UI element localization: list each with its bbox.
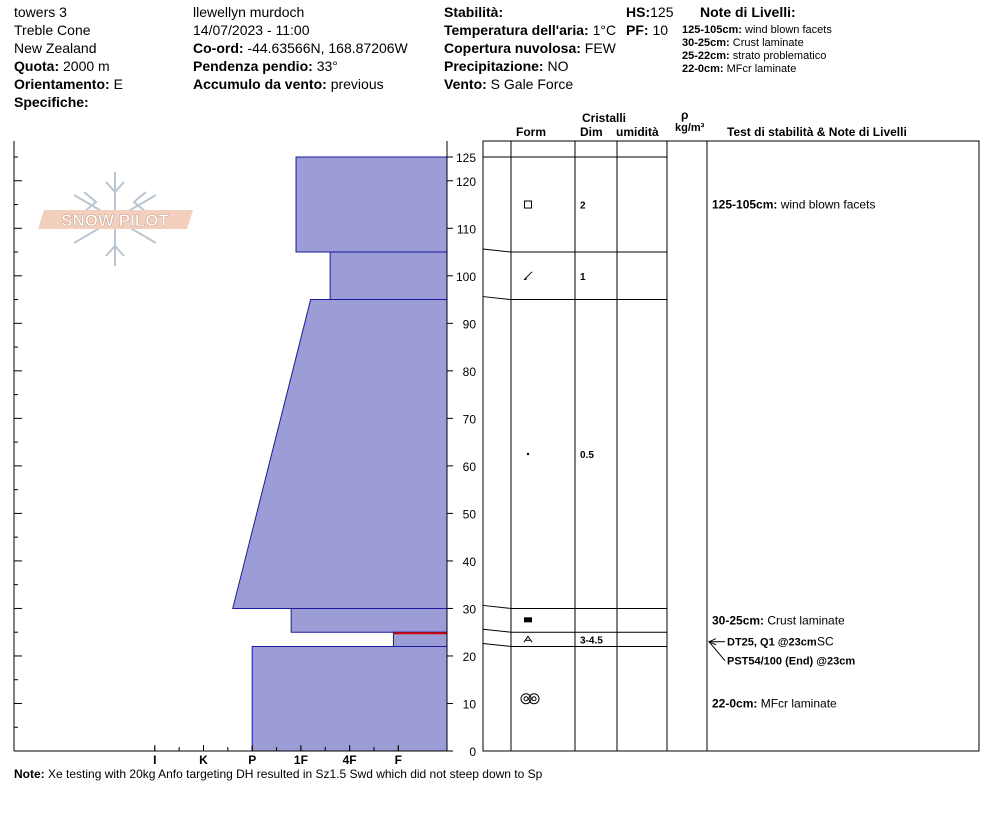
- hardness-layer: [233, 300, 447, 609]
- wind-loading-value: previous: [330, 76, 384, 92]
- layer-note-range: 30-25cm:: [712, 613, 765, 628]
- layer-note-range: 22-0cm:: [712, 696, 758, 711]
- size-header: Dim: [580, 125, 603, 139]
- crystal-size-label: 3-4.5: [580, 635, 603, 647]
- melt-freeze-icon: [532, 697, 536, 701]
- depth-tick-label: 60: [462, 459, 476, 474]
- density-unit: kg/m³: [675, 122, 705, 134]
- stability-test-annotation: PST54/100 (End) @23cm: [727, 655, 856, 668]
- date-time: 14/07/2023 - 11:00: [193, 22, 310, 38]
- layer-note-range: 30-25cm:: [682, 37, 730, 49]
- hardness-tick-label: P: [248, 753, 257, 767]
- note-text: Xe testing with 20kg Anfo targeting DH resulted in Sz1.5 Swd which did not steep down to Sp: [48, 767, 543, 781]
- depth-tick-label: 100: [455, 269, 476, 284]
- hardness-layer: [291, 608, 447, 632]
- layer-boundary-connector: [483, 605, 511, 608]
- layer-note-text: Crust laminate: [764, 613, 845, 628]
- snow-height-label: HS:: [626, 4, 651, 20]
- precipitation-value: NO: [547, 58, 569, 74]
- layer-note-text: wind blown facets: [745, 24, 832, 36]
- hardness-layer: [252, 646, 447, 751]
- note: [14, 767, 542, 781]
- hardness-layer: [393, 632, 447, 646]
- depth-hoar-icon: [524, 636, 532, 642]
- depth-tick-label: 0: [469, 745, 476, 759]
- layer-note-range: 22-0cm:: [682, 63, 724, 75]
- aspect-label: Orientamento:: [14, 76, 110, 92]
- decomposing-crystal-icon: [524, 272, 532, 280]
- layer-note-range: 25-22cm:: [682, 50, 730, 62]
- depth-tick-label: 20: [462, 649, 476, 664]
- crystals-header: Cristalli: [582, 111, 627, 125]
- foot-penetration-label: PF:: [626, 22, 649, 38]
- layer-note-text: wind blown facets: [777, 197, 876, 212]
- crystal-size-label: 2: [580, 200, 586, 212]
- layer-note-text: strato problematico: [732, 50, 827, 62]
- elevation-label: Quota:: [14, 58, 60, 74]
- country: New Zealand: [14, 40, 97, 56]
- depth-tick-label: 90: [462, 317, 476, 332]
- crystal-size-label: 1: [580, 271, 586, 283]
- hardness-tick-label: 4F: [342, 753, 357, 767]
- aspect-value: E: [113, 76, 123, 92]
- hardness-tick-label: F: [394, 753, 402, 767]
- note-label: Note:: [14, 767, 45, 781]
- wind-loading-label: Accumulo da vento:: [193, 76, 327, 92]
- wind-value: S Gale Force: [490, 76, 574, 92]
- stability-test-annotation: DT25, Q1 @23cm: [727, 636, 817, 649]
- snow-height-value: 125: [650, 4, 674, 20]
- depth-tick-label: 110: [456, 222, 476, 237]
- layer-note-range: 125-105cm:: [682, 24, 742, 36]
- observer: llewellyn murdoch: [193, 4, 305, 20]
- specifics-label: Specifiche:: [14, 94, 89, 110]
- layer-note-range: 125-105cm:: [712, 197, 778, 212]
- layer-note-text: Crust laminate: [732, 37, 804, 49]
- layer-note-annotation: [712, 198, 875, 212]
- hardness-layer: [296, 157, 447, 252]
- depth-tick-label: 70: [462, 412, 476, 427]
- depth-tick-label: 125: [455, 151, 476, 165]
- layer-note-text: MFcr laminate: [757, 696, 837, 711]
- depth-tick-label: 30: [462, 602, 476, 617]
- air-temperature-value: 1°C: [592, 22, 617, 38]
- hardness-layer: [330, 252, 447, 300]
- layer-boundary-connector: [483, 249, 511, 252]
- layer-boundary-connector: [483, 297, 511, 300]
- cloud-cover-label: Copertura nuvolosa:: [444, 40, 581, 56]
- slope-value: 33°: [316, 58, 338, 74]
- air-temperature-label: Temperatura dell'aria:: [444, 22, 589, 38]
- layer-note-annotation: [712, 696, 837, 710]
- cloud-cover-value: FEW: [584, 40, 616, 56]
- stability-label: Stabilità:: [444, 4, 504, 20]
- crust-icon: [524, 617, 532, 622]
- coordinates-value: -44.63566N, 168.87206W: [247, 40, 408, 56]
- crystal-size-label: 0.5: [580, 450, 594, 461]
- depth-tick-label: 120: [455, 174, 476, 189]
- depth-tick-label: 80: [462, 364, 476, 379]
- pit-name: towers 3: [14, 4, 67, 20]
- tests-header: Test di stabilità & Note di Livelli: [727, 125, 907, 139]
- layer-notes-title: Note di Livelli:: [700, 4, 796, 20]
- hardness-tick-label: K: [199, 753, 208, 767]
- foot-penetration-value: 10: [652, 22, 669, 38]
- depth-tick-label: 50: [462, 507, 476, 522]
- wind-label: Vento:: [444, 76, 487, 92]
- layer-boundary-connector: [483, 643, 511, 646]
- hardness-tick-label: 1F: [293, 753, 308, 767]
- coordinates-label: Co-ord:: [193, 40, 244, 56]
- snow-pilot-logo: [38, 172, 193, 266]
- layer-boundary-connector: [483, 629, 511, 632]
- moisture-header: umidità: [616, 125, 659, 139]
- density-header: ρ: [681, 108, 689, 122]
- melt-freeze-icon: [524, 697, 528, 701]
- depth-tick-label: 10: [462, 697, 476, 712]
- test-arrow: [709, 642, 725, 661]
- location-name: Treble Cone: [14, 22, 91, 38]
- slope-label: Pendenza pendio:: [193, 58, 313, 74]
- stability-test-result: SC: [817, 634, 834, 649]
- form-header: Form: [516, 125, 546, 139]
- logo-text: SNOW PILOT: [61, 211, 169, 230]
- layer-note-annotation: [712, 613, 845, 627]
- hardness-tick-label: I: [153, 753, 157, 767]
- depth-tick-label: 40: [462, 554, 476, 569]
- precipitation-label: Precipitazione:: [444, 58, 544, 74]
- elevation-value: 2000 m: [63, 58, 110, 74]
- layer-note-text: MFcr laminate: [726, 63, 797, 75]
- rounded-grain-icon: [527, 453, 529, 455]
- faceted-crystal-icon: [525, 201, 532, 208]
